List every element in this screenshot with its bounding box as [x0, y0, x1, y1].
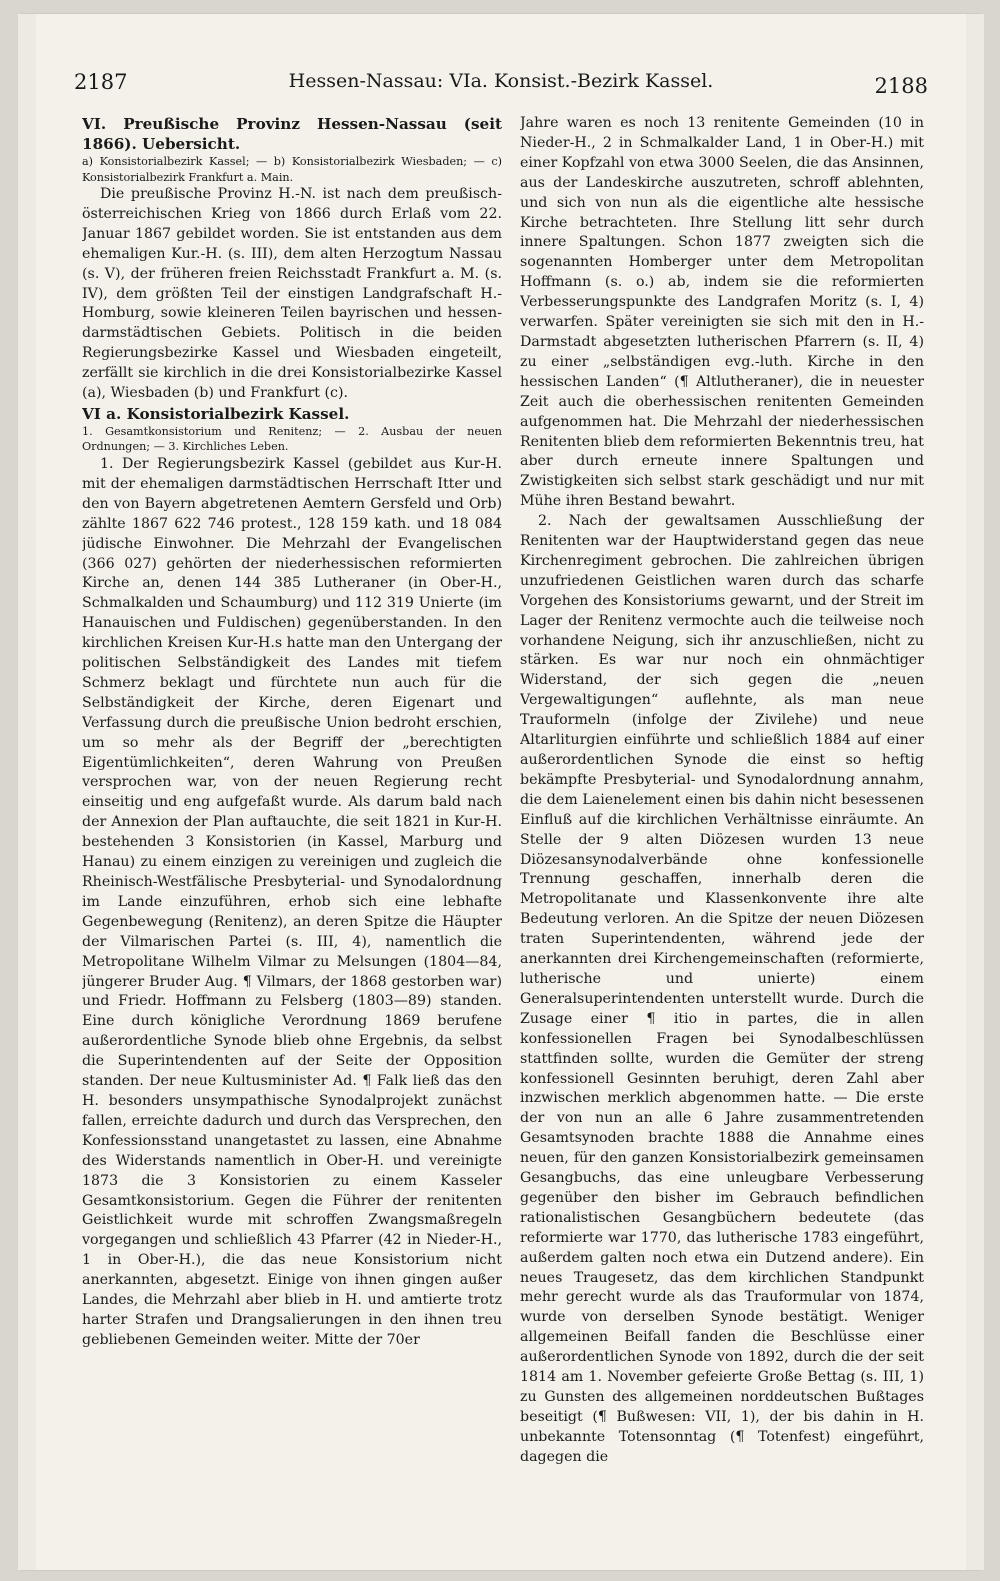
page-edge-right — [966, 14, 984, 1570]
scanned-page — [20, 14, 982, 1570]
running-title: Hessen-Nassau: VIa. Konsist.-Bezirk Kassel. — [288, 70, 714, 92]
left-column — [82, 114, 502, 1524]
page-number-right: 2188 — [874, 74, 928, 98]
body-paragraph: 2. Nach der gewaltsamen Ausschließung der Renitenten war der Hauptwiderstand gegen das neue Kirchenregiment gebrochen. Die zahlreichen übrigen unzufriedenen Geistlichen waren durch das scharfe Vorgehen des Konsistoriums gewarnt, und der Streit im Lager der Renitenz vermochte auch die teilweise noch vorhandene Neigung, sich ihr anzuschließen, nicht zu stärken. Es war nur noch ein ohnmächtiger Widerstand, der sich gegen die „neuen Vergewaltigungen“ auflehnte, als man neue Trauformeln (infolge der Zivilehe) und neue Altarliturgien einführte und schließlich 1884 auf einer außerordentlichen Synode die einst so heftig bekämpfte Presbyterial- und Synodalordnung annahm, die dem Laienelement einen bis dahin nicht besessenen Einfluß auf die kirchlichen Verhältnisse einräumte. An Stelle der 9 alten Diözesen wurden 13 neue Diözesansynodalverbände ohne konfessionelle Trennung geschaffen, innerhalb deren die Metropolitanate und Klassenkonvente ihre alte Bedeutung verloren. An die Spitze der neuen Diözesen traten Superintendenten, während jede der anerkannten drei Kirchengemeinschaften (reformierte, lutherische und unierte) einem Generalsuperintendenten unterstellt wurde. Durch die Zusage einer ¶ itio in partes, die in allen konfessionellen Fragen bei Synodalbeschlüssen stattfinden sollte, wurden die Gemüter der streng konfessionell Gesinnten beruhigt, deren Zahl aber inzwischen merklich abgenommen hatte. — Die erste der von nun an alle 6 Jahre zusammentretenden Gesamtsynoden brachte 1888 die Annahme eines neuen, für den ganzen Konsistorialbezirk gemeinsamen Gesangbuchs, das eine unleugbare Verbesserung gegenüber den bisher im Gebrauch befindlichen rationalistischen Gesangbüchern bedeutete (das reformierte war 1770, das lutherische 1783 eingeführt, außerdem galten noch etwa ein Dutzend andere). Ein neues Traugesetz, das dem kirchlichen Standpunkt mehr gerecht wurde als das Trauformular von 1874, wurde von derselben Synode bestätigt. Weniger allgemeinen Beifall fanden die Beschlüsse einer außerordentlichen Synode von 1892, durch die der seit 1814 am 1. November gefeierte Große Bettag (s. III, 1) zu Gunsten des allgemeinen norddeutschen Bußtages beseitigt (¶ Bußwesen: VII, 1), der bis dahin in H. unbekannte Totensonntag (¶ Totenfest) eingeführt, dagegen die — [520, 513, 924, 1465]
body-paragraph: 1. Der Regierungsbezirk Kassel (gebildet aus Kur-H. mit der ehemaligen darmstädtischen Herrschaft Itter und den von Bayern abgetretenen Aemtern Gersfeld und Orb) zählte 1867 622 746 protest., 128 159 kath. und 18 084 jüdische Einwohner. Die Mehrzahl der Evangelischen (366 027) gehörten der niederhessischen reformierten Kirche an, denen 144 385 Lutheraner (in Ober-H., Schmalkalden und Schaumburg) und 112 319 Unierte (im Hanauischen und Fuldischen) gegenüberstanden. In den kirchlichen Kreisen Kur-H.s hatte man den Untergang der politischen Selbständigkeit des Landes mit tiefem Schmerz beklagt und fürchtete nun auch für die Selbständigkeit der Kirche, deren Eigenart und Verfassung durch die preußische Union bedroht erschien, um so mehr als der Begriff der „berechtigten Eigentümlichkeiten“, deren Wahrung von Preußen versprochen war, von der neuen Regierung recht einseitig und eng aufgefaßt wurde. Als darum bald nach der Annexion der Plan auftauchte, die seit 1821 in Kur-H. bestehenden 3 Konsistorien (in Kassel, Marburg und Hanau) zu einem einzigen zu vereinigen und zugleich die Rheinisch-Westfälische Presbyterial- und Synodalordnung im Lande einzuführen, erhob sich eine lebhafte Gegenbewegung (Renitenz), an deren Spitze die Häupter der Vilmarischen Partei (s. III, 4), namentlich die Metropolitane Wilhelm Vilmar zu Melsungen (1804—84, jüngerer Bruder Aug. ¶ Vilmars, der 1868 gestorben war) und Friedr. Hoffmann zu Felsberg (1803—89) standen. Eine durch königliche Verordnung 1869 berufene außerordentliche Synode blieb ohne Ergebnis, da selbst die Superintendenten auf der Seite der Opposition standen. Der neue Kultusminister Ad. ¶ Falk ließ das den H. besonders unsympathische Synodalprojekt zunächst fallen, erreichte dadurch und durch das Versprechen, den Konfessionsstand unangetastet zu lassen, eine Abnahme des Widerstands namentlich in Ober-H. und vereinigte 1873 die 3 Konsistorien zu einem Kasseler Gesamtkonsistorium. Gegen die Führer der renitenten Geistlichkeit wurde mit schroffen Zwangsmaßregeln vorgegangen und schließlich 43 Pfarrer (42 in Nieder-H., 1 in Ober-H.), die das neue Konsistorium nicht anerkannten, abgesetzt. Einige von ihnen gingen außer Landes, die Mehrzahl aber blieb in H. und amtierte trotz harter Strafen und Drangsalierungen in den ihnen treu gebliebenen Gemeinden weiter. Mitte der 70er — [82, 455, 502, 1348]
right-column — [520, 114, 924, 1524]
subsection-heading: VI a. Konsistorialbezirk Kassel. — [82, 404, 350, 423]
body-paragraph: Jahre waren es noch 13 renitente Gemeinden (10 in Nieder-H., 2 in Schmalkalder Land, 1 in Ober-H.) mit einer Kopfzahl von etwa 3000 Seelen, die das Ansinnen, aus der Landeskirche auszutreten, schroff ablehnten, und sich von nun als die eigentliche alte hessische Kirche betrachteten. Ihre Stellung litt sehr durch innere Spaltungen. Schon 1877 zweigten sich die sogenannten Homberger unter dem Metropolitan Hoffmann (s. o.) ab, indem sie die reformierten Verbesserungspunkte des Landgrafen Moritz (s. I, 4) verwarfen. Später vereinigten sie sich mit den in H.-Darmstadt abgesetzten lutherischen Pfarrern (s. II, 4) zu einer „selbständigen evg.-luth. Kirche in den hessischen Landen“ (¶ Altlutheraner), die in neuester Zeit auch die oberhessischen renitenten Gemeinden aufgenommen hat. Die Mehrzahl der niederhessischen Renitenten blieb dem reformierten Bekenntnis treu, hat aber durch erneute innere Spaltungen und Zwistigkeiten sich selbst stark geschädigt und nur mit Mühe ihren Bestand bewahrt. — [520, 115, 924, 510]
page-edge-left — [18, 14, 36, 1570]
subsection-toc: 1. Gesamtkonsistorium und Renitenz; — 2. Ausbau der neuen Ordnungen; — 3. Kirchliches Leben. — [82, 424, 502, 454]
page-header — [74, 66, 928, 108]
intro-paragraph: Die preußische Provinz H.-N. ist nach dem preußisch-österreichischen Krieg von 1866 durch Erlaß vom 22. Januar 1867 gebildet worden. Sie ist entstanden aus dem ehemaligen Kur.-H. (s. III), dem alten Herzogtum Nassau (s. V), der früheren freien Reichsstadt Frankfurt a. M. (s. IV), dem größten Teil der einstigen Landgrafschaft H.-Homburg, sowie kleineren Teilen bayrischen und hessen-darmstädtischen Gebiets. Politisch in die beiden Regierungsbezirke Kassel und Wiesbaden eingeteilt, zerfällt sie kirchlich in die drei Konsistorialbezirke Kassel (a), Wiesbaden (b) und Frankfurt (c). — [82, 186, 502, 402]
section-heading: VI. Preußische Provinz Hessen-Nassau (seit 1866). Uebersicht. — [82, 115, 502, 153]
page-number-left: 2187 — [74, 70, 128, 94]
section-toc: a) Konsistorialbezirk Kassel; — b) Konsistorialbezirk Wiesbaden; — c) Konsistorialbezirk Frankfurt a. Main. — [82, 155, 502, 184]
